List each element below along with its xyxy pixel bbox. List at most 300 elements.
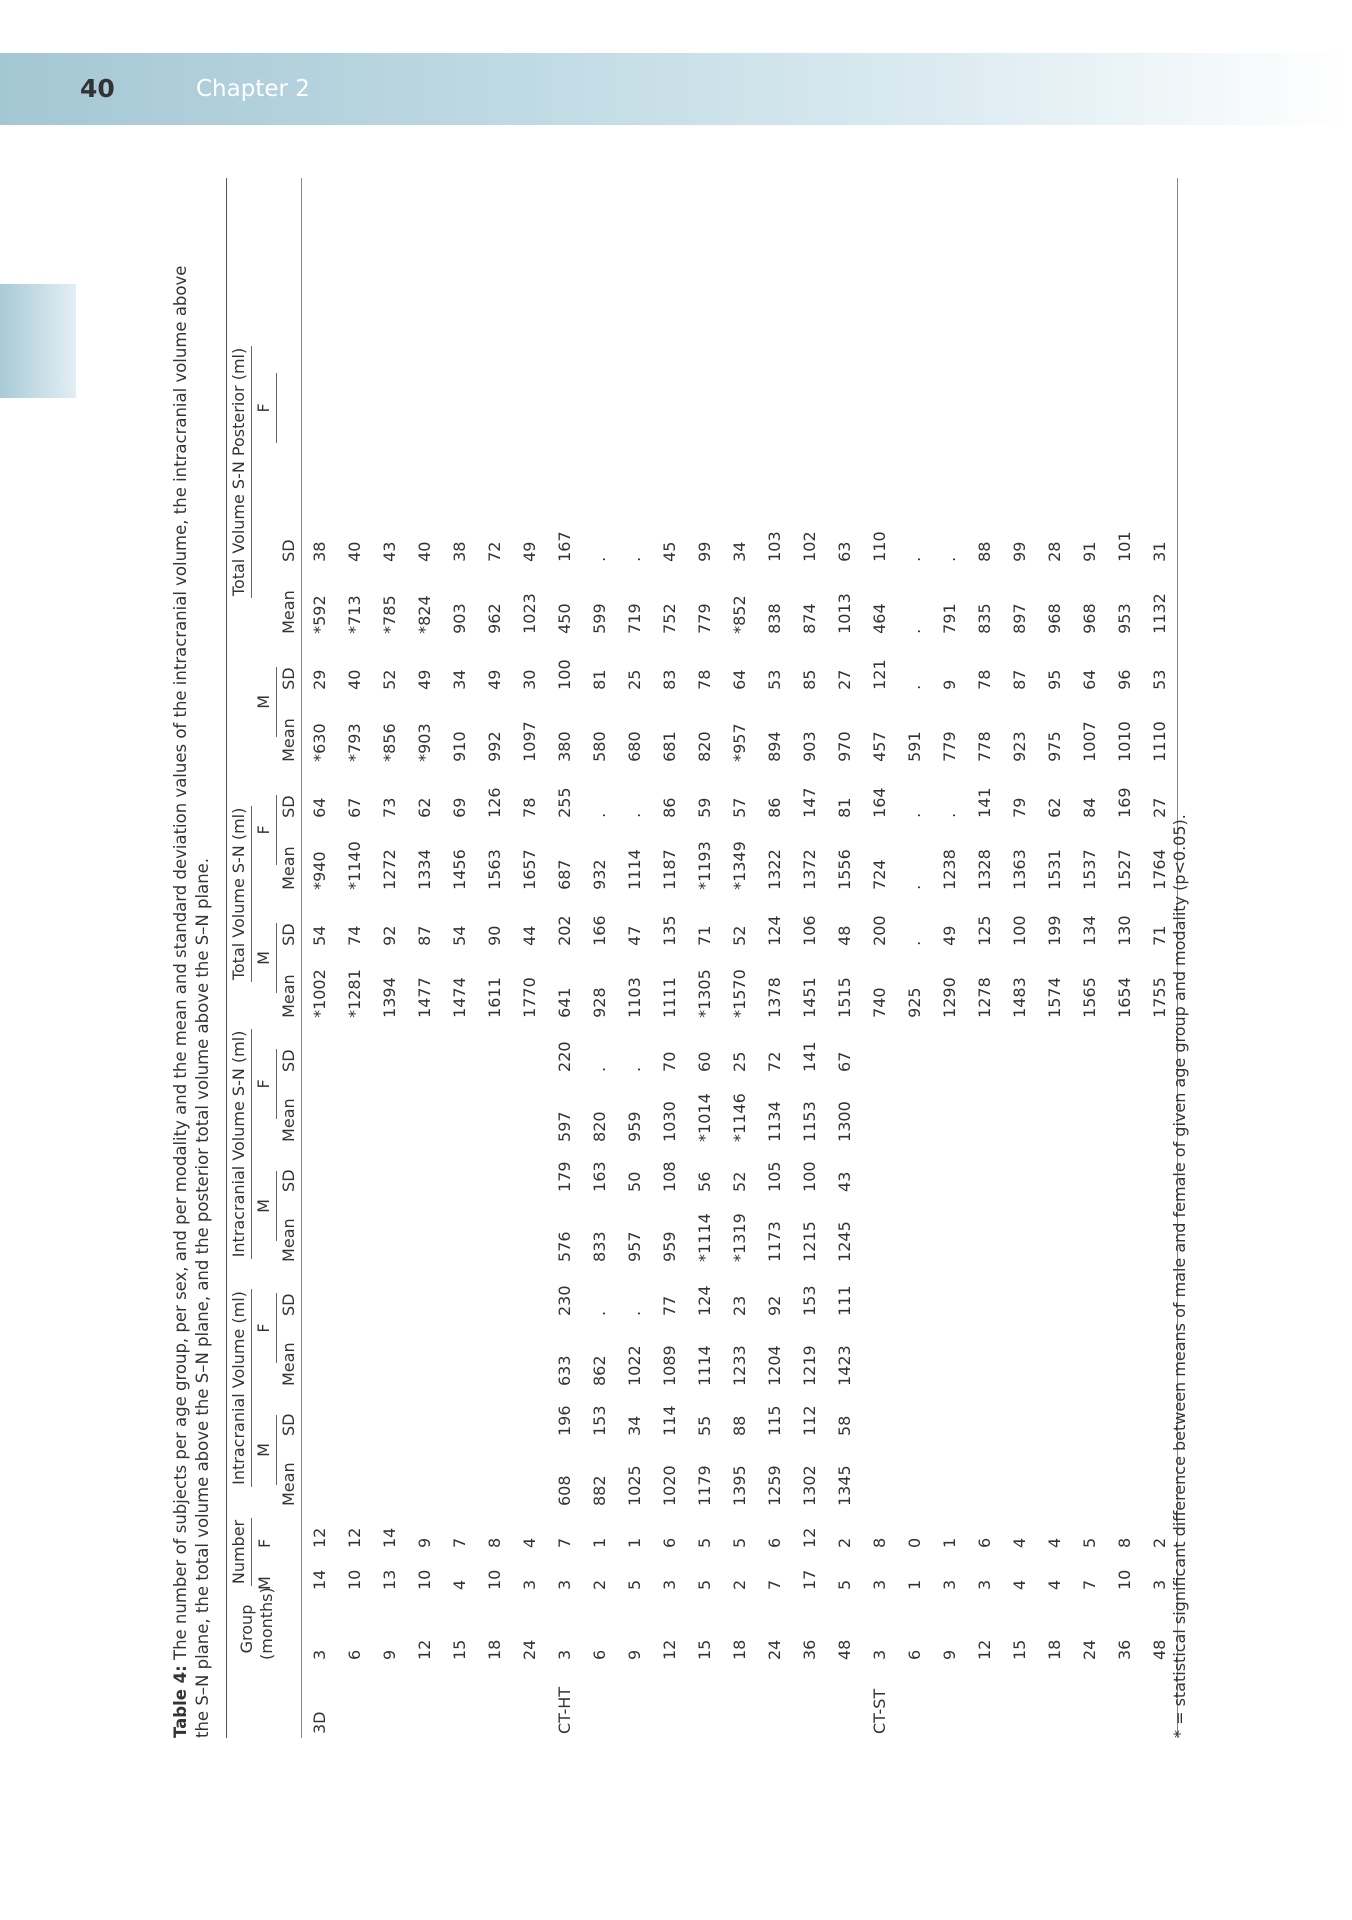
- table-cell: 59: [695, 797, 714, 818]
- table-row: [967, 178, 1002, 1738]
- table-cell: 87: [415, 925, 434, 946]
- table-cell: [932, 1022, 967, 1076]
- table-cell: [932, 1076, 967, 1146]
- table-cell: *1193: [695, 841, 714, 890]
- table-cell: 74: [345, 925, 364, 946]
- table-cell: 1334: [415, 849, 434, 890]
- table-cell: [1037, 1022, 1072, 1076]
- table-cell: [302, 1266, 338, 1320]
- table-cell: 102: [800, 531, 819, 562]
- table-cell: [862, 1266, 897, 1320]
- modality-cell: [722, 1664, 757, 1738]
- table-cell: 53: [765, 669, 784, 690]
- table-cell: [512, 1146, 547, 1196]
- group-cell: 3: [310, 1649, 329, 1660]
- table-cell: 58: [835, 1415, 854, 1436]
- header-label: Total Volume S-N (ml): [227, 806, 252, 983]
- table-cell: [512, 1266, 547, 1320]
- table-cell: 6: [660, 1537, 679, 1548]
- table-cell: [862, 1146, 897, 1196]
- table-cell: 125: [975, 915, 994, 946]
- table-caption: [170, 238, 214, 1738]
- table-cell: .: [940, 556, 959, 562]
- table-cell: 1654: [1115, 977, 1134, 1018]
- mean-header: Mean: [279, 974, 298, 1018]
- table-cell: 92: [765, 1295, 784, 1316]
- table-cell: [1107, 1196, 1142, 1266]
- table-cell: [442, 1146, 477, 1196]
- group-cell: 6: [590, 1649, 609, 1660]
- table-cell: 6: [765, 1537, 784, 1548]
- table-cell: [372, 1390, 407, 1440]
- table-row: [302, 178, 338, 1738]
- table-cell: 7: [555, 1537, 574, 1548]
- table-cell: [337, 1022, 372, 1076]
- table-cell: [1107, 1390, 1142, 1440]
- table-cell: 8: [1115, 1537, 1134, 1548]
- table-cell: 680: [625, 731, 644, 762]
- table-cell: 968: [1045, 603, 1064, 634]
- column-group-icv-sn: [227, 1022, 253, 1266]
- table-cell: 95: [1045, 669, 1064, 690]
- table-cell: 970: [835, 731, 854, 762]
- table-cell: [897, 1196, 932, 1266]
- table-cell: 1565: [1080, 977, 1099, 1018]
- table-cell: [967, 1320, 1002, 1390]
- table-row: [1072, 178, 1107, 1738]
- caption-text: The number of subjects per age group, per sex, and per modality and the mean and standard deviation values of the intracranial volume, the intracranial volume above the S–N plane, the total volume above the S–N plane, and the posterior total volume above the S–N plane.: [171, 265, 212, 1738]
- table-cell: [897, 1266, 932, 1320]
- table-cell: 1394: [380, 977, 399, 1018]
- table-cell: [967, 1196, 1002, 1266]
- table-cell: [862, 1440, 897, 1510]
- table-cell: 4: [1045, 1537, 1064, 1548]
- sex-f-header: [252, 1022, 277, 1146]
- table-cell: 108: [660, 1161, 679, 1192]
- table-row: [477, 178, 512, 1738]
- table-cell: 121: [870, 659, 889, 690]
- table-cell: 928: [590, 987, 609, 1018]
- table-cell: .: [590, 1066, 609, 1072]
- table-row: [652, 178, 687, 1738]
- sex-m-header: [252, 1146, 277, 1266]
- table-cell: [967, 1266, 1002, 1320]
- group-cell: 18: [730, 1639, 749, 1660]
- table-cell: .: [905, 628, 924, 634]
- table-cell: 633: [555, 1355, 574, 1386]
- table-cell: 5: [730, 1537, 749, 1548]
- table-cell: [302, 1390, 338, 1440]
- table-cell: 7: [450, 1537, 469, 1548]
- table-cell: [897, 1146, 932, 1196]
- table-cell: *1002: [310, 969, 329, 1018]
- table-cell: [1037, 1146, 1072, 1196]
- table-cell: 1322: [765, 849, 784, 890]
- table-cell: .: [905, 556, 924, 562]
- table-row: [932, 178, 967, 1738]
- table-cell: 1483: [1010, 977, 1029, 1018]
- table-cell: [1072, 1146, 1107, 1196]
- modality-cell: [442, 1664, 477, 1738]
- table-cell: 925: [905, 987, 924, 1018]
- table-cell: 464: [870, 603, 889, 634]
- table-cell: [372, 1440, 407, 1510]
- table-cell: [862, 1320, 897, 1390]
- header-label: M: [252, 1171, 277, 1241]
- table-cell: [1002, 1320, 1037, 1390]
- table-cell: 1328: [975, 849, 994, 890]
- table-cell: 894: [765, 731, 784, 762]
- rotated-content: [170, 178, 1192, 1738]
- modality-cell: [827, 1664, 862, 1738]
- table-cell: 111: [835, 1285, 854, 1316]
- table-cell: *592: [310, 595, 329, 634]
- table-cell: 380: [555, 731, 574, 762]
- table-cell: 7: [765, 1579, 784, 1590]
- table-cell: [372, 1196, 407, 1266]
- table-cell: 953: [1115, 603, 1134, 634]
- table-cell: 88: [975, 541, 994, 562]
- table-cell: 1: [940, 1537, 959, 1548]
- table-cell: 2: [730, 1579, 749, 1590]
- table-cell: 196: [555, 1405, 574, 1436]
- table-cell: 23: [730, 1295, 749, 1316]
- table-cell: 450: [555, 603, 574, 634]
- table-cell: [862, 1076, 897, 1146]
- table-cell: .: [625, 812, 644, 818]
- header-label: Intracranial Volume S-N (ml): [227, 1029, 252, 1260]
- table-cell: 932: [590, 859, 609, 890]
- table-cell: 54: [310, 925, 329, 946]
- table-cell: 17: [800, 1569, 819, 1590]
- table-cell: 959: [625, 1111, 644, 1142]
- table-cell: 64: [730, 669, 749, 690]
- table-cell: 134: [1080, 915, 1099, 946]
- table-cell: [932, 1266, 967, 1320]
- table-row: [757, 178, 792, 1738]
- table-cell: [407, 1076, 442, 1146]
- group-cell: 24: [765, 1639, 784, 1660]
- table-cell: 820: [590, 1111, 609, 1142]
- table-cell: [897, 1076, 932, 1146]
- table-cell: 779: [940, 731, 959, 762]
- table-cell: [1072, 1022, 1107, 1076]
- table-cell: 719: [625, 603, 644, 634]
- table-cell: [477, 1076, 512, 1146]
- table-row: [512, 178, 547, 1738]
- table-cell: 85: [800, 669, 819, 690]
- table-cell: 43: [380, 541, 399, 562]
- table-cell: 6: [975, 1537, 994, 1548]
- table-cell: 1: [905, 1579, 924, 1590]
- table-cell: 69: [450, 797, 469, 818]
- table-cell: *630: [310, 723, 329, 762]
- table-cell: 230: [555, 1285, 574, 1316]
- group-cell: 36: [800, 1639, 819, 1660]
- table-cell: 1010: [1115, 721, 1134, 762]
- table-cell: 30: [520, 669, 539, 690]
- table-cell: [512, 1320, 547, 1390]
- table-cell: 1423: [835, 1345, 854, 1386]
- table-cell: [1002, 1022, 1037, 1076]
- table-cell: 740: [870, 987, 889, 1018]
- table-cell: [1072, 1196, 1107, 1266]
- sd-header: SD: [279, 923, 298, 946]
- table-cell: 1259: [765, 1465, 784, 1506]
- table-cell: 87: [1010, 669, 1029, 690]
- table-cell: 968: [1080, 603, 1099, 634]
- table-cell: 53: [1150, 669, 1169, 690]
- table-cell: 52: [730, 1171, 749, 1192]
- group-cell: 9: [380, 1649, 399, 1660]
- table-cell: 681: [660, 731, 679, 762]
- table-cell: 1215: [800, 1221, 819, 1262]
- table-cell: 40: [415, 541, 434, 562]
- table-cell: [1107, 1022, 1142, 1076]
- table-cell: .: [905, 812, 924, 818]
- table-cell: *713: [345, 595, 364, 634]
- table-cell: .: [590, 812, 609, 818]
- table-cell: 1153: [800, 1101, 819, 1142]
- group-cell: 48: [1150, 1639, 1169, 1660]
- table-cell: 687: [555, 859, 574, 890]
- table-cell: 153: [590, 1405, 609, 1436]
- header-label: M: [252, 923, 277, 993]
- modality-cell: [477, 1664, 512, 1738]
- table-cell: 49: [940, 925, 959, 946]
- table-cell: 88: [730, 1415, 749, 1436]
- table-cell: 1300: [835, 1101, 854, 1142]
- table-cell: 34: [625, 1415, 644, 1436]
- table-cell: [932, 1146, 967, 1196]
- table-cell: *1570: [730, 969, 749, 1018]
- table-cell: 1245: [835, 1221, 854, 1262]
- table-cell: *1319: [730, 1213, 749, 1262]
- table-cell: [862, 1390, 897, 1440]
- modality-cell: [1072, 1664, 1107, 1738]
- modality-cell: [617, 1664, 652, 1738]
- table-cell: 12: [345, 1527, 364, 1548]
- table-cell: 779: [695, 603, 714, 634]
- table-cell: 141: [975, 787, 994, 818]
- table-cell: [1107, 1440, 1142, 1510]
- table-cell: 141: [800, 1041, 819, 1072]
- table-cell: [407, 1440, 442, 1510]
- group-cell: 15: [450, 1639, 469, 1660]
- table-cell: 3: [555, 1579, 574, 1590]
- group-cell: 24: [520, 1639, 539, 1660]
- table-cell: 78: [975, 669, 994, 690]
- table-cell: [1002, 1390, 1037, 1440]
- table-cell: 50: [625, 1171, 644, 1192]
- table-cell: *1014: [695, 1093, 714, 1142]
- table-cell: 1477: [415, 977, 434, 1018]
- table-cell: [337, 1146, 372, 1196]
- table-row: [442, 178, 477, 1738]
- modality-cell: [652, 1664, 687, 1738]
- group-cell: 3: [555, 1649, 574, 1660]
- table-cell: 962: [485, 603, 504, 634]
- table-cell: [967, 1076, 1002, 1146]
- table-cell: 1556: [835, 849, 854, 890]
- table-cell: [442, 1196, 477, 1266]
- header-label: Number: [227, 1518, 252, 1586]
- table-cell: [302, 1146, 338, 1196]
- table-cell: .: [905, 684, 924, 690]
- table-cell: *1305: [695, 969, 714, 1018]
- table-cell: *1140: [345, 841, 364, 890]
- table-cell: 5: [695, 1537, 714, 1548]
- table-cell: 99: [1010, 541, 1029, 562]
- table-cell: 153: [800, 1285, 819, 1316]
- table-cell: 1103: [625, 977, 644, 1018]
- column-group-tv-sn: [227, 766, 253, 1022]
- table-cell: 599: [590, 603, 609, 634]
- table-cell: 31: [1150, 541, 1169, 562]
- table-cell: [337, 1076, 372, 1146]
- table-row: [897, 178, 932, 1738]
- group-cell: 15: [1010, 1639, 1029, 1660]
- modality-cell: [1107, 1664, 1142, 1738]
- table-cell: 1111: [660, 977, 679, 1018]
- table-row: [722, 178, 757, 1738]
- table-cell: [407, 1390, 442, 1440]
- table-cell: 2: [590, 1579, 609, 1590]
- table-cell: [967, 1390, 1002, 1440]
- table-cell: 49: [415, 669, 434, 690]
- table-cell: [302, 1022, 338, 1076]
- table-cell: [1107, 1266, 1142, 1320]
- table-cell: 957: [625, 1231, 644, 1262]
- table-cell: 81: [590, 669, 609, 690]
- table-cell: 1187: [660, 849, 679, 890]
- table-cell: 179: [555, 1161, 574, 1192]
- table-cell: [337, 1440, 372, 1510]
- table-cell: 0: [905, 1537, 924, 1548]
- table-cell: 73: [380, 797, 399, 818]
- table-cell: 54: [450, 925, 469, 946]
- table-cell: 724: [870, 859, 889, 890]
- modality-cell: [757, 1664, 792, 1738]
- table-cell: *824: [415, 595, 434, 634]
- table-cell: 1025: [625, 1465, 644, 1506]
- table-cell: 167: [555, 531, 574, 562]
- mean-header: Mean: [279, 1098, 298, 1142]
- table-cell: 1378: [765, 977, 784, 1018]
- table-cell: 4: [1010, 1537, 1029, 1548]
- table-cell: 57: [730, 797, 749, 818]
- table-cell: 112: [800, 1405, 819, 1436]
- table-cell: 862: [590, 1355, 609, 1386]
- table-cell: 1: [590, 1537, 609, 1548]
- table-cell: [1072, 1440, 1107, 1510]
- header-row-sex: [252, 178, 277, 1738]
- table-cell: 580: [590, 731, 609, 762]
- table-cell: [1037, 1196, 1072, 1266]
- table-cell: [442, 1076, 477, 1146]
- table-cell: 100: [800, 1161, 819, 1192]
- table-cell: 63: [835, 541, 854, 562]
- table-cell: *957: [730, 723, 749, 762]
- table-cell: [967, 1022, 1002, 1076]
- header-label: Intracranial Volume (ml): [227, 1289, 252, 1487]
- table-row: [582, 178, 617, 1738]
- modality-cell: [582, 1664, 617, 1738]
- table-cell: [897, 1390, 932, 1440]
- table-cell: 1022: [625, 1345, 644, 1386]
- table-cell: [1037, 1266, 1072, 1320]
- table-cell: 43: [835, 1171, 854, 1192]
- sex-f-header: F: [254, 1538, 274, 1548]
- table-cell: 752: [660, 603, 679, 634]
- table-cell: *940: [310, 851, 329, 890]
- table-cell: 71: [1150, 925, 1169, 946]
- table-cell: 4: [450, 1579, 469, 1590]
- table-cell: [442, 1440, 477, 1510]
- mean-header: Mean: [279, 590, 298, 634]
- caption-label: Table 4:: [171, 1665, 190, 1738]
- table-cell: 49: [520, 541, 539, 562]
- table-cell: [372, 1076, 407, 1146]
- table-cell: 100: [555, 659, 574, 690]
- table-cell: [372, 1266, 407, 1320]
- table-row: [862, 178, 897, 1738]
- group-cell: 9: [940, 1649, 959, 1660]
- table-cell: 778: [975, 731, 994, 762]
- table-cell: 124: [695, 1285, 714, 1316]
- table-cell: 72: [485, 541, 504, 562]
- table-cell: 1395: [730, 1465, 749, 1506]
- table-cell: 1278: [975, 977, 994, 1018]
- table-cell: [372, 1022, 407, 1076]
- sd-header: SD: [279, 795, 298, 818]
- table-cell: 8: [870, 1537, 889, 1548]
- table-cell: [932, 1320, 967, 1390]
- sd-header: SD: [279, 667, 298, 690]
- sex-f-header: [252, 766, 277, 894]
- sd-header: SD: [279, 1413, 298, 1436]
- table-cell: 199: [1045, 915, 1064, 946]
- table-cell: 1097: [520, 721, 539, 762]
- group-header: Group (months): [237, 1587, 276, 1660]
- table-cell: 130: [1115, 915, 1134, 946]
- table-cell: [1002, 1076, 1037, 1146]
- table-cell: [1002, 1146, 1037, 1196]
- sex-m-header: [252, 638, 277, 766]
- table-cell: 64: [310, 797, 329, 818]
- table-cell: [862, 1196, 897, 1266]
- table-cell: [512, 1196, 547, 1266]
- group-cell: 18: [485, 1639, 504, 1660]
- table-cell: 3: [1150, 1579, 1169, 1590]
- table-cell: 3: [940, 1579, 959, 1590]
- table-cell: [1002, 1266, 1037, 1320]
- table-cell: [407, 1146, 442, 1196]
- modality-cell: [372, 1664, 407, 1738]
- table-cell: 5: [835, 1579, 854, 1590]
- chapter-header-band: [0, 53, 1352, 125]
- table-cell: 52: [730, 925, 749, 946]
- table-cell: 55: [695, 1415, 714, 1436]
- table-cell: 1089: [660, 1345, 679, 1386]
- table-cell: 1114: [695, 1345, 714, 1386]
- table-cell: 1537: [1080, 849, 1099, 890]
- header-label: F: [252, 795, 277, 865]
- table-cell: [512, 1076, 547, 1146]
- mean-header: Mean: [279, 1342, 298, 1386]
- table-cell: [862, 1022, 897, 1076]
- table-cell: .: [590, 556, 609, 562]
